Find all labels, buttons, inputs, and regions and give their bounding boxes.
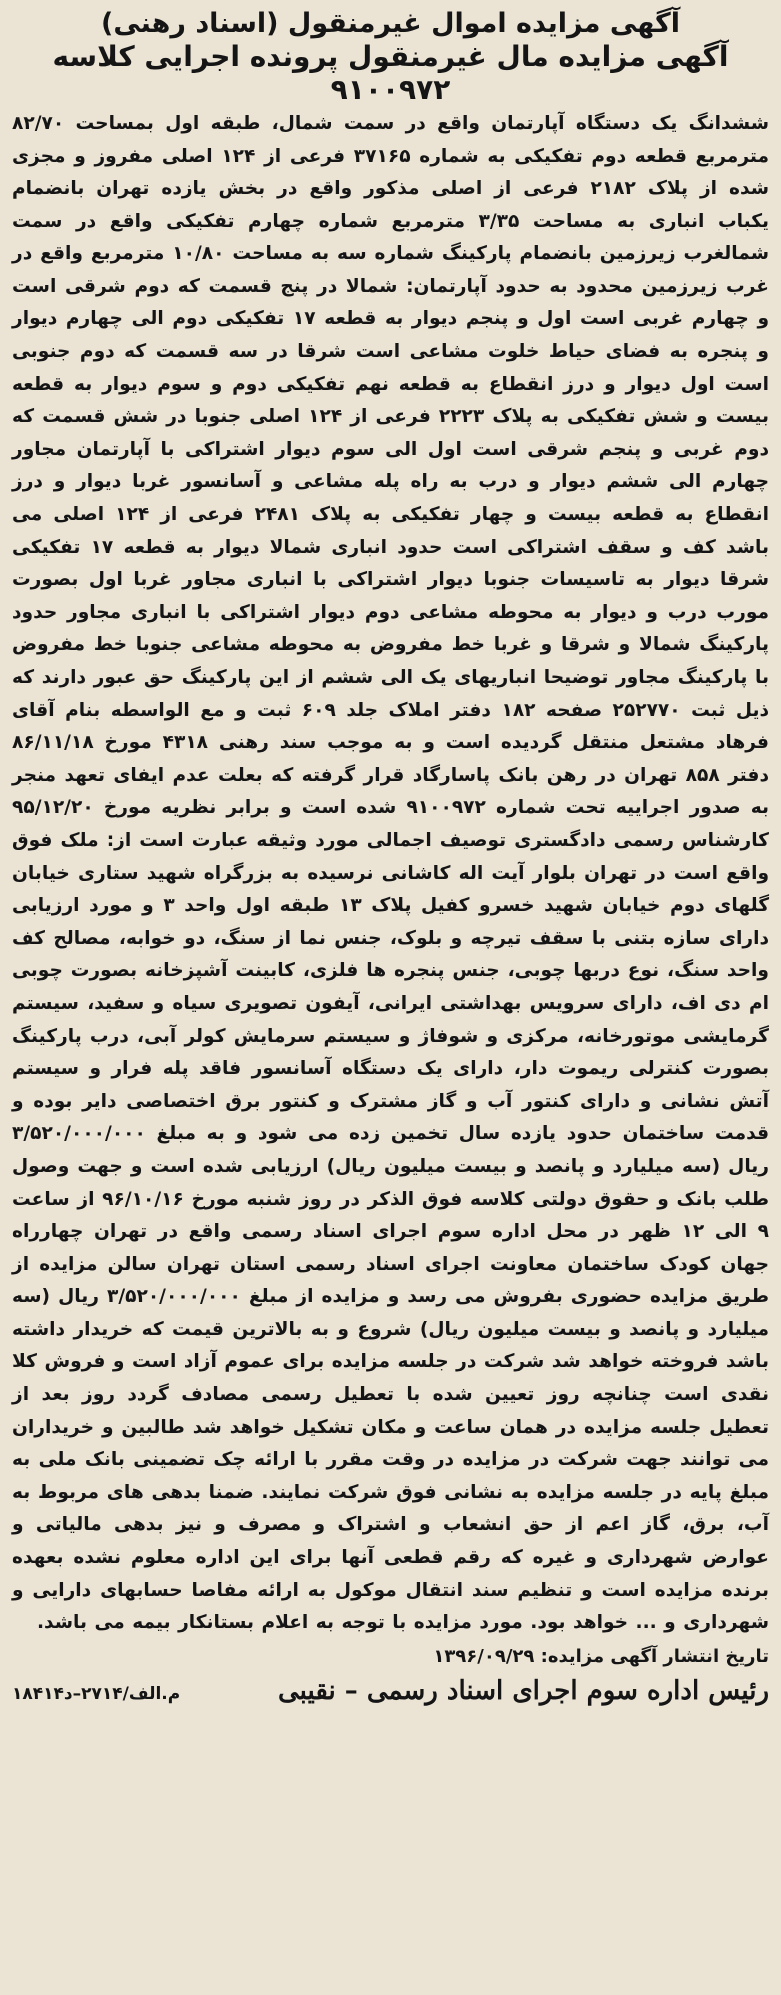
signature-row (12, 1676, 769, 1706)
notice-subtitle: آگهی مزایده مال غیرمنقول پرونده اجرایی کلاسه ۹۱۰۰۹۷۲ (52, 39, 729, 106)
notice-title: آگهی مزایده اموال غیرمنقول (اسناد رهنی) (100, 8, 680, 39)
signature: رئیس اداره سوم اجرای اسناد رسمی – نقیبی (277, 1675, 769, 1706)
reference-code: ۱۸۴۱۴م.الف/۲۷۱۴–د (12, 1683, 181, 1704)
notice-body: ششدانگ یک دستگاه آپارتمان واقع در سمت شمال، طبقه اول بمساحت ۸۲/۷۰ مترمربع قطعه دوم تفکیکی به شماره ۳۷۱۶۵ فرعی از ۱۲۴ اصلی مفروز و مجزی شده از پلاک ۲۱۸۲ فرعی از اصلی مذکور واقع در بخش یازده تهران بانضمام یکباب انباری به مساحت ۳/۳۵ مترمربع شماره چهارم تفکیکی واقع در سمت شمالغرب زیرزمین بانضمام پارکینگ شماره سه به مساحت ۱۰/۸۰ مترمربع واقع در غرب زیرزمین محدود به حدود آپارتمان: شمالا در پنج قسمت که دوم شرقی است و چهارم غربی است اول و پنجم دیوار به قطعه ۱۷ تفکیکی دوم الی چهارم دیوار و پنجره به فضای حیاط خلوت مشاعی است شرقا در سه قسمت که دوم جنوبی است اول دیوار و درز انقطاع به قطعه نهم تفکیکی دوم و سوم دیوار به قطعه بیست و شش تفکیکی به پلاک ۲۲۲۳ فرعی از ۱۲۴ اصلی جنوبا در شش قسمت که دوم غربی و پنجم شرقی است اول الی سوم دیوار اشتراکی با آپارتمان مجاور چهارم الی ششم دیوار و درب به راه پله مشاعی و آسانسور غربا دیوار و درز انقطاع به قطعه بیست و چهار تفکیکی به پلاک ۲۴۸۱ فرعی از ۱۲۴ اصلی می باشد کف و سقف اشتراکی است حدود انباری شمالا دیوار به قطعه ۱۷ تفکیکی شرقا دیوار به تاسیسات جنوبا دیوار اشتراکی با انباری مجاور غربا اول بصورت مورب درب و دیوار به محوطه مشاعی دوم دیوار اشتراکی با انباری مجاور حدود پارکینگ شمالا و شرقا و غربا خط مفروض به محوطه مشاعی جنوبا خط مفروض با پارکینگ مجاور توضیحا انباریهای یک الی ششم از این پارکینگ حق عبور دارند که ذیل ثبت ۲۵۲۷۷۰ صفحه ۱۸۲ دفتر املاک جلد ۶۰۹ ثبت و مع الواسطه بنام آقای فرهاد مشتعل منتقل گردیده است و به موجب سند رهنی ۴۳۱۸ مورخ ۸۶/۱۱/۱۸ دفتر ۸۵۸ تهران در رهن بانک پاسارگاد قرار گرفته که بعلت عدم ایفای تعهد منجر به صدور اجراییه تحت شماره ۹۱۰۰۹۷۲ شده است و برابر نظریه مورخ ۹۵/۱۲/۲۰ کارشناس رسمی دادگستری توصیف اجمالی مورد وثیقه عبارت است از: ملک فوق واقع است در تهران بلوار آیت اله کاشانی نرسیده به بزرگراه شهید ستاری خیابان گلهای دوم خیابان شهید خسرو کفیل پلاک ۱۳ طبقه اول واحد ۳ و مورد ارزیابی دارای سازه بتنی با سقف تیرچه و بلوک، جنس نما از سنگ، دو خوابه، مصالح کف واحد سنگ، نوع دربها چوبی، جنس پنجره ها فلزی، کابینت آشپزخانه بصورت چوبی ام دی اف، دارای سرویس بهداشتی ایرانی، آیفون تصویری سیاه و سفید، سیستم گرمایشی موتورخانه، مرکزی و شوفاژ و سیستم سرمایش کولر آبی، درب پارکینگ بصورت کنترلی ریموت دار، دارای یک دستگاه آسانسور فاقد پله فرار و سیستم آتش نشانی و دارای کنتور آب و گاز مشترک و کنتور برق اختصاصی دایر بوده و قدمت ساختمان حدود یازده سال تخمین زده می شود و به مبلغ ۳/۵۲۰/۰۰۰/۰۰۰ ریال (سه میلیارد و پانصد و بیست میلیون ریال) ارزیابی شده است و جهت وصول طلب بانک و حقوق دولتی کلاسه فوق الذکر در روز شنبه مورخ ۹۶/۱۰/۱۶ از ساعت ۹ الی ۱۲ ظهر در محل اداره سوم اجرای اسناد رسمی واقع در تهران چهارراه جهان کودک ساختمان معاونت اجرای اسناد رسمی استان تهران سالن مزایده از طریق مزایده حضوری بفروش می رسد و مزایده از مبلغ ۳/۵۲۰/۰۰۰/۰۰۰ ریال (سه میلیارد و پانصد و بیست میلیون ریال) شروع و به بالاترین قیمت که خریدار داشته باشد فروخته خواهد شد شرکت در جلسه مزایده برای عموم آزاد است و فروش کلا نقدی است چنانچه روز تعیین شده با تعطیل رسمی مصادف گردد روز بعد از تعطیل جلسه مزایده در همان ساعت و مکان تشکیل خواهد شد طالبین و خریداران می توانند جهت شرکت در مزایده در وقت مقرر با ارائه چک تضمینی بانک ملی به مبلغ پایه در جلسه مزایده به نشانی فوق شرکت نمایند. ضمنا بدهی های مربوط به آب، برق، گاز اعم از حق انشعاب و اشتراک و مصرف و نیز بدهی مالیاتی و عوارض شهرداری و غیره که رقم قطعی آنها برای این اداره معلوم نشده بعهده برنده مزایده است و تنظیم سند انتقال موکول به ارائه مفاصا حسابهای دارایی و شهرداری و ... خواهد بود. مورد مزایده با توجه به اعلام بستانکار بیمه می باشد. (12, 112, 770, 1634)
publish-date: تاریخ انتشار آگهی مزایده: ۱۳۹۶/۰۹/۲۹ (433, 1645, 769, 1667)
